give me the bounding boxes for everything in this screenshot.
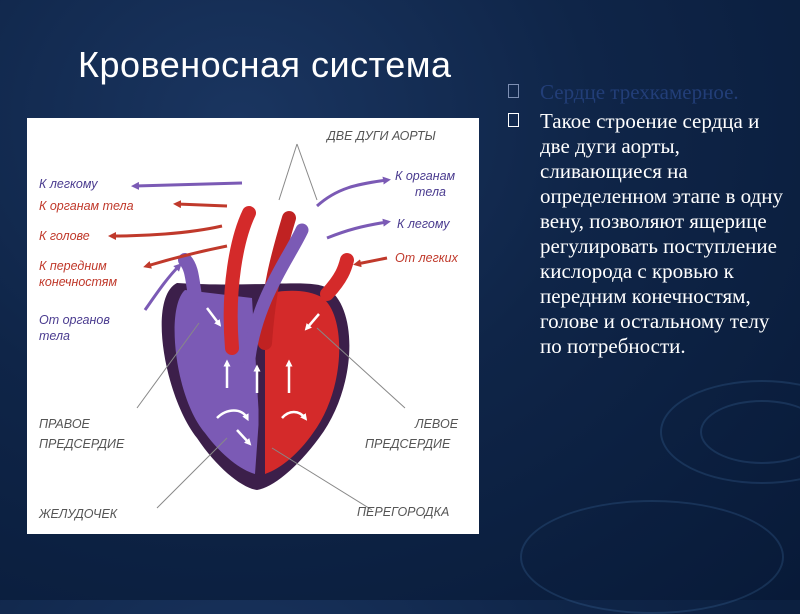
label-to-body-organs-right-line1: К органам — [395, 169, 456, 183]
heart-diagram — [27, 118, 479, 534]
slide-title: Кровеносная система — [78, 44, 452, 85]
label-left-atrium-line1: ЛЕВОЕ — [415, 417, 459, 431]
bullet-icon — [508, 113, 519, 127]
label-to-lung-left: К легкому — [39, 177, 98, 191]
bullet-text: Сердце трехкамерное. — [540, 80, 739, 104]
decor-ripple — [660, 380, 800, 484]
bullet-item-structure — [506, 109, 786, 359]
heart-diagram-svg — [27, 118, 479, 534]
arrow-to-body-left — [177, 204, 227, 206]
bullet-icon — [508, 84, 519, 98]
left-side-chamber — [265, 291, 339, 474]
right-side-chamber — [175, 290, 259, 474]
label-ventricle: ЖЕЛУДОЧЕК — [39, 507, 118, 521]
pulmonary-vein-vessel — [327, 260, 347, 294]
arrow-to-body-right — [317, 180, 387, 206]
label-septum: ПЕРЕГОРОДКА — [357, 505, 450, 519]
label-to-head: К голове — [39, 229, 90, 243]
decor-ripple — [520, 500, 784, 614]
label-from-body-organs-line1: От органов — [39, 313, 110, 327]
label-left-atrium-line2: ПРЕДСЕРДИЕ — [365, 437, 451, 451]
bullet-item-heart — [506, 80, 786, 105]
arrow-to-head — [112, 226, 222, 236]
arrow-to-lung-right — [327, 222, 387, 238]
label-to-lung-right: К легому — [397, 217, 450, 231]
label-two-aorta-arches: ДВЕ ДУГИ АОРТЫ — [327, 129, 436, 143]
label-from-body-organs-line2: тела — [39, 329, 70, 343]
label-to-forelimbs-line1: К передним — [39, 259, 107, 273]
label-to-body-organs-right-line2: тела — [415, 185, 446, 199]
label-right-atrium-line1: ПРАВОЕ — [39, 417, 90, 431]
label-right-atrium-line2: ПРЕДСЕРДИЕ — [39, 437, 125, 451]
arrow-to-lung-left — [135, 183, 242, 186]
label-to-forelimbs-line2: конечностям — [39, 275, 118, 289]
arrow-from-lungs — [357, 258, 387, 264]
label-from-lungs: От легких — [395, 251, 458, 265]
bullet-text: Такое строение сердца и две дуги аорты, сливающиеся на определенном этапе в одну вену, позволяют ящерице регулировать поступление кислорода с кровью к передним конечностям, голове и остальному телу по потребности. — [540, 109, 783, 358]
label-to-body-organs-left: К органам тела — [39, 199, 134, 213]
bullet-list — [506, 80, 786, 363]
